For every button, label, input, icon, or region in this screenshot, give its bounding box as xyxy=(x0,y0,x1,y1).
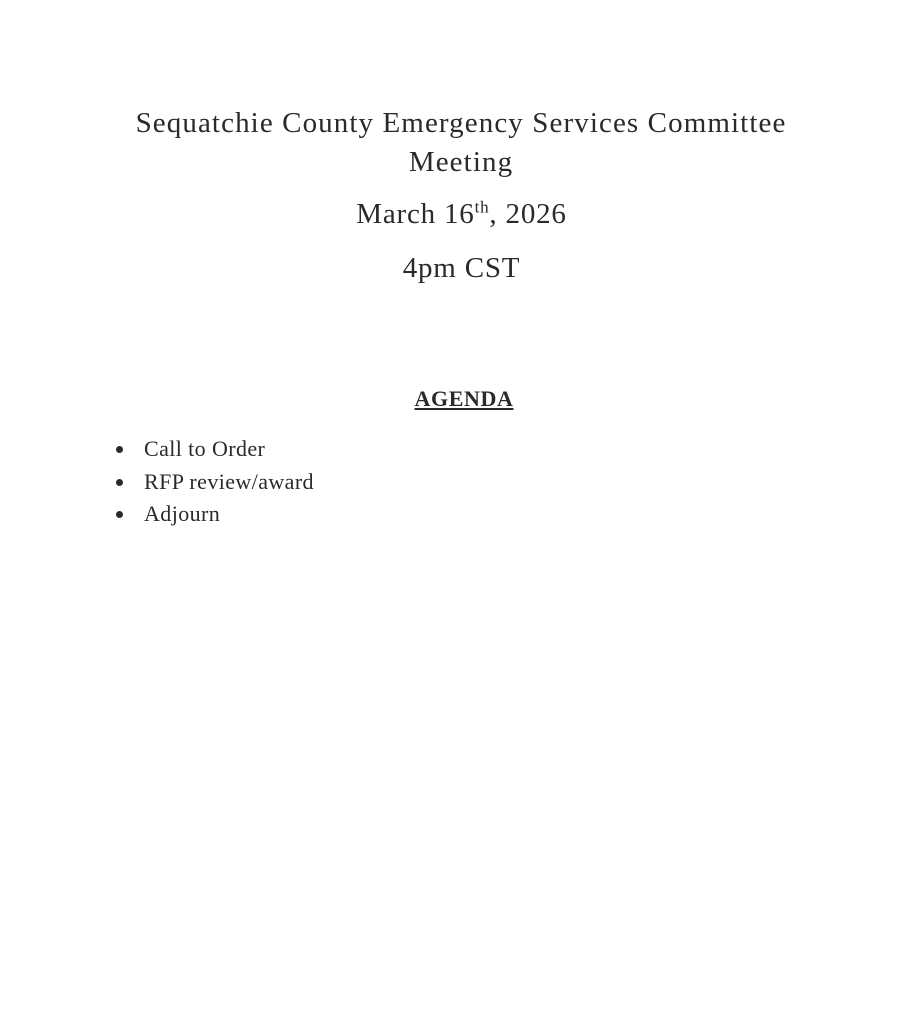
meeting-date xyxy=(0,198,923,231)
bullet-icon xyxy=(116,511,123,518)
meeting-time: 4pm CST xyxy=(402,252,521,284)
date-main: March 16 xyxy=(356,198,475,230)
agenda-item xyxy=(110,433,314,466)
agenda-item xyxy=(110,498,314,531)
agenda-item-label: Adjourn xyxy=(144,501,221,526)
date-year: , 2026 xyxy=(489,198,567,230)
agenda-item-label: Call to Order xyxy=(144,436,266,461)
agenda-list xyxy=(110,433,314,531)
meeting-title: Sequatchie County Emergency Services Committee Meeting xyxy=(135,107,787,178)
agenda-heading: AGENDA xyxy=(414,386,514,411)
bullet-icon xyxy=(116,446,123,453)
bullet-icon xyxy=(116,479,123,486)
agenda-item xyxy=(110,466,314,499)
date-suffix: th xyxy=(474,197,490,217)
agenda-item-label: RFP review/award xyxy=(144,468,314,494)
